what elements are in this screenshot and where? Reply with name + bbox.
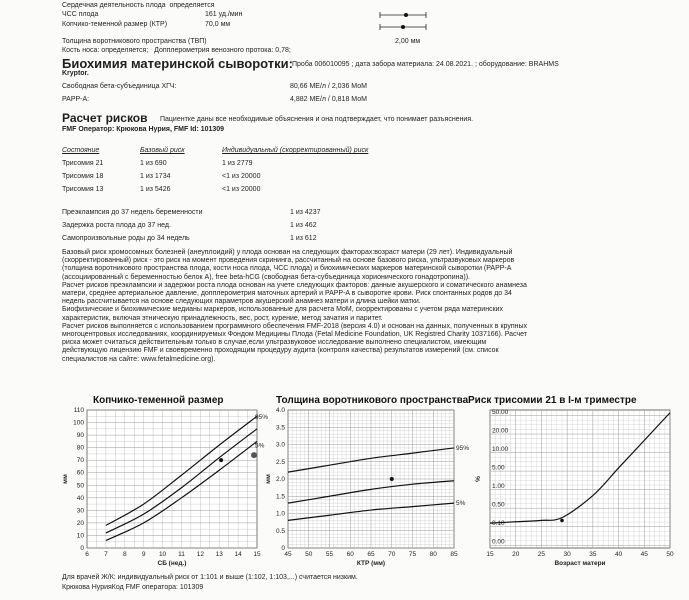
x-tick-label: 35	[589, 551, 597, 558]
col-condition: Состояние	[62, 147, 100, 154]
x-tick-label: 70	[388, 551, 396, 558]
x-tick-label: 7	[104, 551, 108, 558]
equipment-cont: Kryptor.	[62, 70, 89, 77]
x-tick-label: 55	[325, 551, 334, 558]
other-risk-value: 1 из 4237	[290, 209, 321, 216]
x-tick-label: 11	[178, 551, 185, 558]
x-tick-label: 65	[367, 551, 375, 558]
y-tick-label: 90	[76, 432, 84, 440]
paragraph-line: Базовый риск хромосомных болезней (анеуплоидий) у плода основан на следующих факторах:возраст матери (29 лет). Индивидуальный	[62, 249, 513, 256]
y-tick-label: 0	[80, 545, 84, 552]
other-risk-label: Преэклампсия до 37 недель беременности	[62, 209, 203, 216]
nasal-bone: Кость носа: определяется;	[62, 47, 149, 54]
footer-note: Для врачей Ж/К: индивидуальный риск от 1:101 и выше (1:102, 1:103,...) считается низким.	[62, 574, 358, 581]
y-tick-label: 110	[73, 407, 84, 414]
y-tick-label: 0.00	[492, 538, 505, 546]
paragraph-line: характеристик, включая этническую принадлежность, вес, рост, курение, метод зачатия и паритет.	[62, 314, 383, 322]
t21-chart-svg	[460, 392, 685, 570]
table-row-base: 1 из 1734	[140, 173, 171, 180]
y-tick-label: 1.0	[275, 510, 285, 518]
y-tick-label: 5.00	[492, 464, 505, 472]
paragraph-line: специалистов на сайте: www.fetalmedicine.org).	[62, 355, 216, 363]
y-tick-label: 0.10	[492, 520, 505, 528]
y-tick-label: 20.00	[492, 427, 509, 435]
x-tick-label: 45	[640, 551, 648, 558]
table-row-base: 1 из 690	[140, 160, 167, 167]
table-row-individual: 1 из 2779	[222, 160, 253, 167]
nt-label: Толщина воротникового пространства (ТВП)	[62, 38, 207, 45]
y-tick-label: 60	[76, 469, 84, 477]
fetal-heart-label: Сердечная деятельность плода	[62, 2, 166, 9]
hcg-value: 80,66 МЕ/л / 2,036 МоМ	[290, 83, 367, 90]
paragraph-line: Биофизические и биохимические медианы маркеров, использованные для расчета МоМ, скорректированы с учетом ряда материнских	[62, 306, 504, 314]
y-tick-label: 40	[76, 494, 84, 502]
paragraph-line: (толщина воротникового пространства плода, кости носа плода, ЧСС плода) и биохимических маркеров материнской сыворотки (PAPP-A	[62, 265, 512, 273]
x-tick-label: 15	[486, 551, 494, 558]
x-tick-label: 12	[196, 551, 204, 558]
other-risk-value: 1 из 462	[290, 222, 317, 229]
percentile-label-5: 5%	[456, 500, 466, 508]
x-axis-label: Возраст матери	[554, 560, 606, 567]
paragraph-line: Расчет рисков преэклампсии и задержки роста плода основан на учете следующих факторов: данные акушерского и соматического анамнеза	[62, 281, 527, 289]
y-tick-label: 20	[76, 519, 84, 527]
x-tick-label: 80	[429, 551, 437, 558]
x-tick-label: 9	[141, 551, 146, 558]
table-row-condition: Трисомия 21	[62, 160, 104, 167]
x-tick-label: 50	[305, 551, 313, 558]
fetal-heart-status: определяется	[169, 2, 215, 9]
y-axis-label: мм	[265, 474, 272, 484]
paragraph-line: риска может считаться действительным только в случае,если ультразвуковое исследование выполнено специалистом, имеющим	[62, 339, 487, 347]
nt-chart-svg	[262, 392, 472, 570]
table-row-condition: Трисомия 13	[62, 186, 104, 193]
x-tick-label: 15	[253, 551, 261, 558]
explanation-text	[62, 249, 662, 364]
other-risk-label: Задержка роста плода до 37 нед.	[62, 222, 171, 229]
x-tick-label: 20	[512, 551, 520, 558]
nt-chart	[262, 392, 472, 570]
paragraph-line: матери, среднее артериальное давление, допплерометрия маточных артерий и PAPP-A в сыворотке крови. Риск спонтанных родов до 34	[62, 290, 512, 298]
nt-value: 2,00 мм	[395, 38, 421, 45]
paragraph-line: Расчет рисков выполняется с использованием программного обеспечения FMF-2018 (версия 4.0) и основан на данных, полученных в крупных	[62, 322, 528, 330]
y-tick-label: 10	[76, 532, 84, 540]
measurement-point	[390, 477, 394, 481]
y-tick-label: 0	[281, 545, 285, 552]
x-tick-label: 8	[122, 551, 127, 558]
paragraph-line: многоцентровых исследованиях, координируемых Фондом Медицины Плода (Fetal Medicine Foundation, UK Registred Charity 1037166). Расчет	[62, 331, 528, 339]
crl-chart	[55, 392, 269, 570]
measurement-point	[560, 519, 564, 523]
percentile-label-5: 5%	[255, 442, 265, 450]
x-tick-label: 50	[666, 551, 674, 558]
operator: FMF Оператор: Крюкова Нурия, FMF Id: 101309	[62, 126, 225, 133]
paragraph-line: (ассоциированный с беременностью белок A), free beta-hCG (свободная бета-субъединица хорионического гонадотропина)).	[62, 273, 470, 281]
paragraph-line: недель рассчитывается на основе следующих параметров акушерский анамнез матери и длина шейки матки.	[62, 298, 421, 306]
t21-chart	[460, 392, 685, 570]
col-individual: Индивидуальный (скорректированный) риск	[222, 147, 369, 154]
sample-info: Проба 006010095 ; дата забора материала: 24.08.2021. ; оборудование: BRAHMS	[292, 61, 559, 68]
percentile-label-95: 95%	[456, 444, 470, 452]
col-base: Базовый риск	[140, 147, 185, 154]
y-axis-label: мм	[62, 474, 69, 484]
y-tick-label: 2.5	[275, 458, 285, 466]
percentile-label-95: 95%	[255, 413, 269, 421]
y-tick-label: 100	[73, 419, 84, 427]
x-tick-label: 40	[614, 551, 623, 558]
table-row-condition: Трисомия 18	[62, 173, 104, 180]
y-axis-label: %	[475, 476, 482, 482]
y-tick-label: 50.00	[492, 409, 509, 417]
y-tick-label: 2.0	[275, 476, 285, 483]
x-tick-label: 10	[158, 551, 167, 558]
crl-label: Копчико-теменной размер (КТР)	[62, 21, 168, 28]
x-tick-label: 30	[563, 551, 571, 558]
crl-value: 70,0 мм	[205, 21, 231, 28]
y-tick-label: 30	[76, 507, 84, 515]
fhr-label: ЧСС плода	[62, 11, 99, 18]
fhr-value: 161 уд./мин	[205, 11, 243, 18]
x-tick-label: 60	[346, 551, 354, 558]
paragraph-line: действующую лицензию FMF и своевременно проходящим процедуру аудита (контроля качества) результатов измерений (см. список	[62, 347, 499, 355]
table-row-individual: <1 из 20000	[222, 173, 261, 180]
chart-title: Толщина воротникового пространства	[276, 395, 469, 406]
measurement-point	[219, 458, 223, 462]
x-tick-label: 85	[450, 551, 458, 558]
chart-title: Копчико-теменной размер	[93, 395, 224, 406]
other-risk-value: 1 из 612	[290, 235, 317, 242]
x-tick-label: 25	[537, 551, 546, 558]
hcg-label: Свободная бета-субъединица ХГЧ:	[62, 83, 177, 90]
other-risk-label: Самопроизвольные роды до 34 недель	[62, 235, 190, 242]
pappa-label: PAPP-A:	[62, 96, 90, 103]
paragraph-line: (скорректированный) риск - это риск на момент проведения скрининга, рассчитанный на основе базового риска, ультразвуковых маркеров	[62, 257, 515, 265]
x-tick-label: 14	[234, 551, 242, 558]
plot-area	[490, 410, 670, 548]
table-row-individual: <1 из 20000	[222, 186, 261, 193]
x-axis-label: КТР (мм)	[356, 560, 386, 567]
y-tick-label: 10.00	[492, 446, 509, 454]
x-tick-label: 75	[408, 551, 417, 558]
risk-note: Пациентке даны все необходимые объяснения и она подтверждает, что понимает разъяснения.	[160, 116, 474, 123]
biochem-title: Биохимия материнской сыворотки:	[62, 56, 293, 71]
table-row-base: 1 из 5426	[140, 186, 171, 193]
footer-operator: Крюкова НурияКод FMF оператора: 101309	[62, 584, 204, 591]
y-tick-label: 80	[76, 444, 84, 452]
doppler: Допплерометрия венозного протока: 0,78;	[154, 47, 291, 54]
y-tick-label: 4.0	[275, 407, 285, 414]
y-tick-label: 0.5	[275, 527, 285, 535]
y-tick-label: 70	[76, 457, 84, 465]
y-tick-label: 1.00	[492, 483, 505, 491]
risk-title: Расчет рисков	[62, 111, 148, 125]
bones-line	[62, 47, 291, 55]
range-indicators	[378, 9, 468, 35]
x-axis-label: СБ (нед.)	[157, 560, 187, 567]
fetal-heart-line	[62, 2, 215, 10]
y-tick-label: 3.0	[275, 441, 285, 449]
crl-chart-svg	[55, 392, 269, 570]
y-tick-label: 1.5	[275, 493, 285, 501]
marker-dot	[251, 452, 257, 458]
x-tick-label: 6	[85, 551, 89, 558]
x-tick-label: 13	[215, 551, 223, 558]
pappa-value: 4,882 МЕ/л / 0,818 МоМ	[290, 96, 367, 103]
y-tick-label: 50	[76, 482, 84, 490]
x-tick-label: 45	[284, 551, 292, 558]
chart-title: Риск трисомии 21 в I-м триместре	[468, 395, 637, 406]
y-tick-label: 3.5	[275, 424, 285, 432]
y-tick-label: 0.50	[492, 501, 505, 509]
